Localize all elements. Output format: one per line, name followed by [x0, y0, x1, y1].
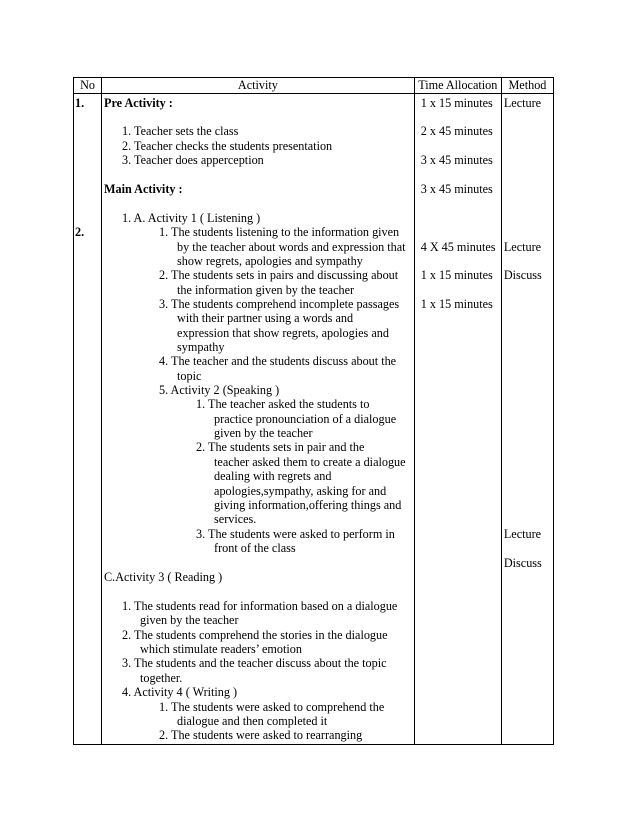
- table-body-row: [74, 94, 554, 745]
- activity-line: with their partner using a words and: [177, 311, 354, 325]
- activity-line: services.: [214, 512, 257, 526]
- header-method: Method: [501, 78, 553, 94]
- activity-line: front of the class: [214, 541, 296, 555]
- method-content: [502, 94, 553, 744]
- time-allocation-entry: 3 x 45 minutes: [420, 153, 493, 167]
- activity-line: 1. The students read for information based on a dialogue: [122, 599, 398, 613]
- method-entry: Discuss: [503, 556, 542, 570]
- activity-line: by the teacher about words and expression that: [177, 240, 406, 254]
- activity-line: 3. The students were asked to perform in: [196, 527, 395, 541]
- header-activity: Activity: [102, 78, 415, 94]
- method-entry: Lecture: [503, 240, 542, 254]
- activity-line: show regrets, apologies and sympathy: [177, 254, 363, 268]
- activity-line: 3. The students and the teacher discuss about the topic: [122, 656, 387, 670]
- activity-line: 2. The students comprehend the stories in the dialogue: [122, 628, 388, 642]
- activity-line: which stimulate readers’ emotion: [140, 642, 302, 656]
- activity-line: C.Activity 3 ( Reading ): [104, 570, 223, 584]
- activity-line: given by the teacher: [140, 613, 239, 627]
- activity-line: 3. Teacher does apperception: [122, 153, 264, 167]
- activity-content: [102, 94, 414, 744]
- header-time-allocation: Time Allocation: [414, 78, 501, 94]
- activity-line: giving information,offering things and: [214, 498, 402, 512]
- lesson-plan-table: [73, 77, 554, 745]
- activity-line: 2. The students sets in pairs and discussing about: [159, 268, 399, 282]
- activity-line: 2. The students sets in pair and the: [196, 440, 365, 454]
- activity-line: 1. The students listening to the information given: [159, 225, 400, 239]
- activity-line: 1. Teacher sets the class: [122, 124, 239, 138]
- activity-line: 1. The teacher asked the students to: [196, 397, 370, 411]
- activity-line: given by the teacher: [214, 426, 313, 440]
- activity-line: 4. Activity 4 ( Writing ): [122, 685, 238, 699]
- activity-line: Main Activity :: [104, 182, 183, 196]
- activity-line: apologies,sympathy, asking for and: [214, 484, 387, 498]
- activity-line: practice pronounciation of a dialogue: [214, 412, 397, 426]
- activity-line: dealing with regrets and: [214, 469, 332, 483]
- activity-line: 1. The students were asked to comprehend the: [159, 700, 385, 714]
- activity-line: teacher asked them to create a dialogue: [214, 455, 406, 469]
- row-number-2: 2.: [75, 225, 85, 239]
- time-allocation-content: [415, 94, 501, 744]
- activity-line: expression that show regrets, apologies and: [177, 326, 389, 340]
- activity-line: sympathy: [177, 340, 225, 354]
- activity-line: the information given by the teacher: [177, 283, 355, 297]
- time-allocation-cell: [414, 94, 501, 745]
- time-allocation-entry: 1 x 15 minutes: [420, 268, 493, 282]
- header-no: No: [74, 78, 102, 94]
- number-cell: [74, 94, 102, 745]
- activity-line: Pre Activity :: [104, 96, 173, 110]
- activity-line: together.: [140, 671, 183, 685]
- activity-line: 5. Activity 2 (Speaking ): [159, 383, 280, 397]
- time-allocation-entry: 3 x 45 minutes: [420, 182, 493, 196]
- activity-line: 4. The teacher and the students discuss about the: [159, 354, 397, 368]
- row-number-1: 1.: [75, 96, 85, 110]
- activity-line: dialogue and then completed it: [177, 714, 328, 728]
- activity-cell: [102, 94, 415, 745]
- activity-line: 2. Teacher checks the students presentation: [122, 139, 333, 153]
- time-allocation-entry: 2 x 45 minutes: [420, 124, 493, 138]
- method-entry: Lecture: [503, 96, 542, 110]
- method-entry: Discuss: [503, 268, 542, 282]
- activity-line: 2. The students were asked to rearranging: [159, 728, 363, 742]
- time-allocation-entry: 1 x 15 minutes: [420, 96, 493, 110]
- method-cell: [501, 94, 553, 745]
- activity-line: topic: [177, 369, 202, 383]
- table-header-row: [74, 78, 554, 94]
- time-allocation-entry: 1 x 15 minutes: [420, 297, 493, 311]
- method-entry: Lecture: [503, 527, 542, 541]
- activity-line: 1. A. Activity 1 ( Listening ): [122, 211, 261, 225]
- activity-line: 3. The students comprehend incomplete passages: [159, 297, 400, 311]
- time-allocation-entry: 4 X 45 minutes: [420, 240, 496, 254]
